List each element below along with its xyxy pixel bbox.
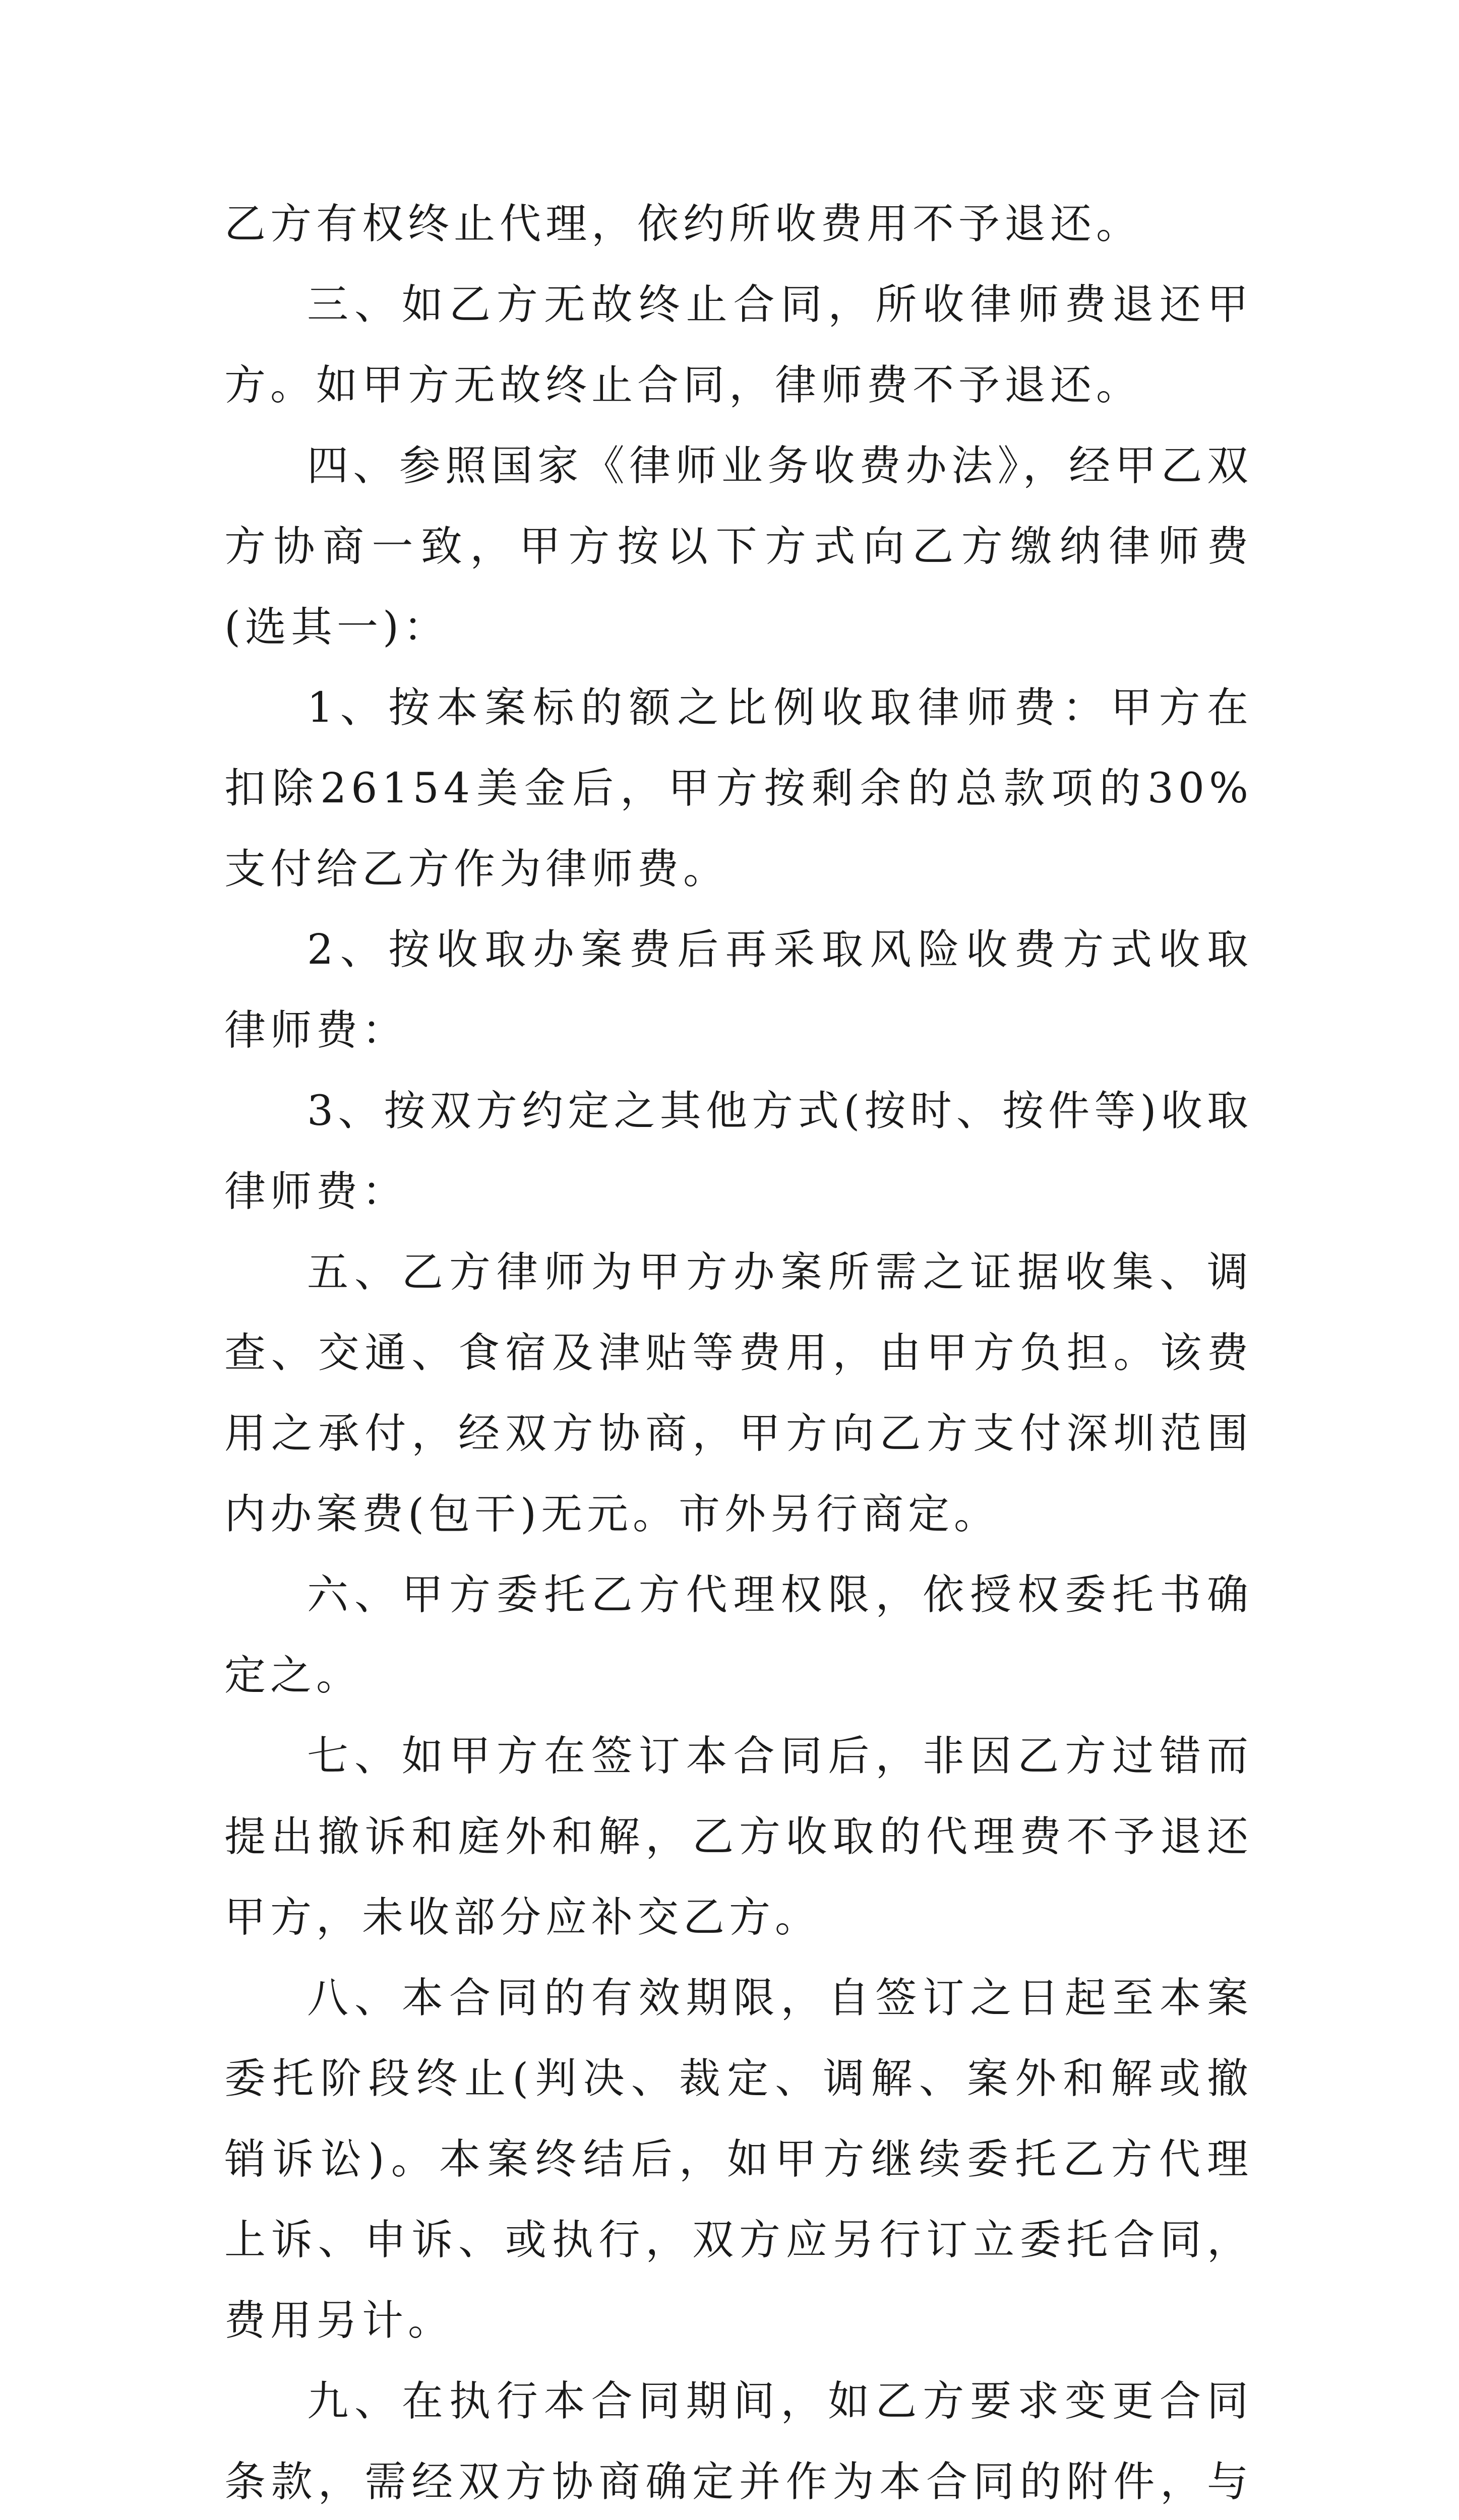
clause-4-option-1: 1、按本案标的额之比例收取律师费：甲方在扣除26154美金后，甲方按剩余的总款项的30%支付给乙方作为律师费。 — [224, 684, 1253, 893]
clause-4-option-3: 3、按双方约定之其他方式(按时、按件等)收取律师费： — [224, 1087, 1253, 1216]
clause-8: 八、本合同的有效期限，自签订之日起至本案委托阶段终止(判决、裁定、调解、案外和解或撤销诉讼)。本案终结后，如甲方继续委托乙方代理上诉、申诉、或执行，双方应另行订立委托合同，费用另计。 — [224, 1974, 1253, 2345]
clause-6: 六、甲方委托乙方代理权限，依授权委托书确定之。 — [224, 1571, 1253, 1699]
clause-4: 四、参照国家《律师业务收费办法》，经甲乙双方协商一致，甲方按以下方式向乙方缴纳律师费(选其一)： — [224, 442, 1253, 651]
clause-4-option-2: 2、按收取办案费后再采取风险收费方式收取律师费： — [224, 926, 1253, 1054]
clause-3: 三、如乙方无故终止合同，所收律师费退还甲方。如甲方无故终止合同，律师费不予退还。 — [224, 281, 1253, 409]
clause-5: 五、乙方律师为甲方办案所需之证据收集、调查、交通、食宿及津贴等费用，由甲方负担。该费用之承付，经双方协商，甲方向乙方支付深圳范围内办案费(包干)无元。市外另行商定。 — [224, 1248, 1253, 1538]
document-body — [224, 184, 1253, 2520]
clause-7: 七、如甲方在签订本合同后，非因乙方过错而提出撤诉和庭外和解，乙方收取的代理费不予退还甲方，未收部分应补交乙方。 — [224, 1732, 1253, 1941]
clause-9: 九、在执行本合同期间，如乙方要求变更合同条款，需经双方协商确定并作为本合同的附件，与 — [224, 2377, 1253, 2506]
paragraph-continuation: 乙方有权终止代理，依约所收费用不予退还。 — [224, 200, 1142, 248]
